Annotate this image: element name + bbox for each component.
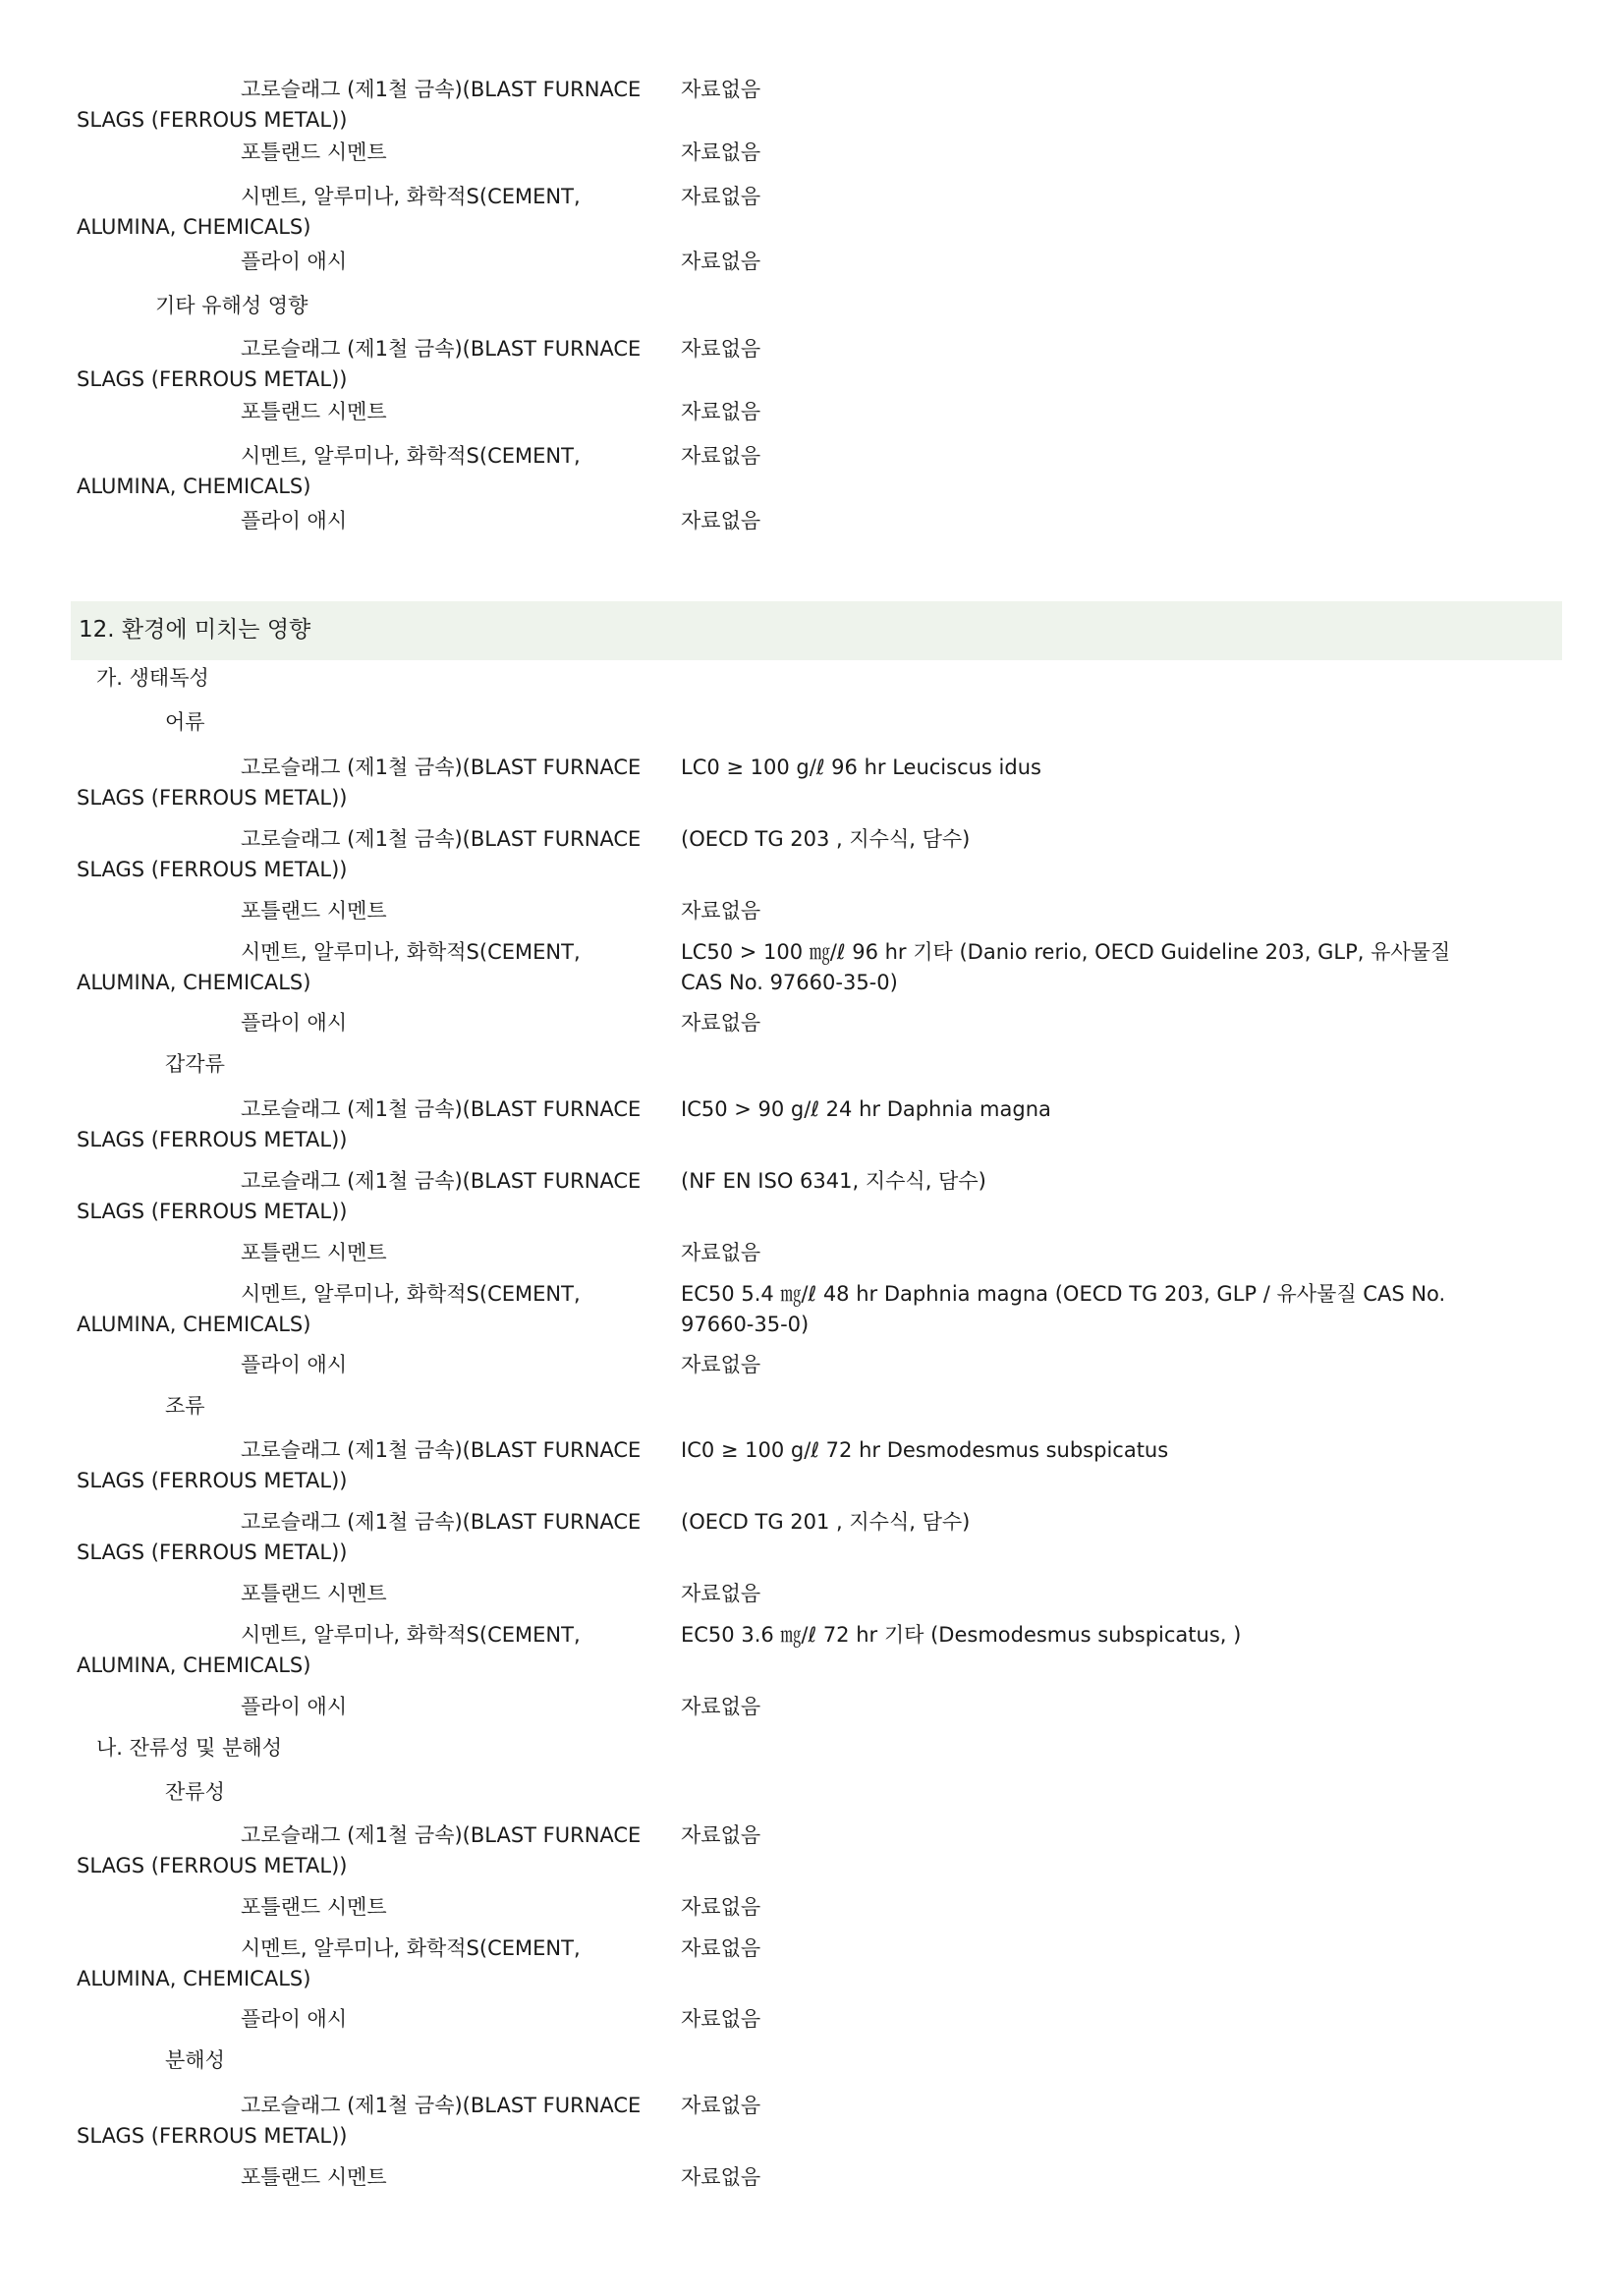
value-text: 자료없음 [681,250,761,273]
substance-name-cont: SLAGS (FERROUS METAL)) [77,2124,348,2148]
category-heading: 분해성 [165,2048,225,2072]
substance-name: 포틀랜드 시멘트 [241,140,387,164]
substance-name: 시멘트, 알루미나, 화학적S(CEMENT, [241,940,581,964]
substance-name: 포틀랜드 시멘트 [241,1241,387,1264]
substance-name: 플라이 애시 [241,509,348,532]
substance-name: 고로슬래그 (제1철 금속)(BLAST FURNACE [241,1823,642,1847]
substance-name: 고로슬래그 (제1철 금속)(BLAST FURNACE [241,1510,642,1534]
substance-name-cont: SLAGS (FERROUS METAL)) [77,1540,348,1564]
substance-name: 포틀랜드 시멘트 [241,1582,387,1605]
value-text: 자료없음 [681,400,761,423]
substance-name-cont: ALUMINA, CHEMICALS) [77,215,311,239]
value-text: 자료없음 [681,1895,761,1919]
substance-name: 시멘트, 알루미나, 화학적S(CEMENT, [241,444,581,468]
substance-name-cont: ALUMINA, CHEMICALS) [77,475,311,498]
value-text: 자료없음 [681,444,761,468]
substance-name: 포틀랜드 시멘트 [241,2165,387,2189]
subsection-heading: 가. 생태독성 [96,666,209,690]
value-text: 자료없음 [681,1823,761,1847]
value-text: LC0 ≥ 100 g/ℓ 96 hr Leuciscus idus [681,756,1041,779]
value-text: 자료없음 [681,2165,761,2189]
value-text: 자료없음 [681,337,761,361]
substance-name: 시멘트, 알루미나, 화학적S(CEMENT, [241,1282,581,1306]
subsection-heading: 나. 잔류성 및 분해성 [96,1736,282,1760]
category-heading: 갑각류 [165,1052,225,1076]
substance-name-cont: ALUMINA, CHEMICALS) [77,1967,311,1990]
substance-name: 고로슬래그 (제1철 금속)(BLAST FURNACE [241,756,642,779]
substance-name: 고로슬래그 (제1철 금속)(BLAST FURNACE [241,827,642,851]
value-text: EC50 5.4 ㎎/ℓ 48 hr Daphnia magna (OECD TG 203, GLP / 유사물질 CAS No. [681,1282,1446,1306]
substance-name-cont: SLAGS (FERROUS METAL)) [77,858,348,881]
value-text: (OECD TG 203 , 지수식, 담수) [681,827,971,851]
substance-name: 포틀랜드 시멘트 [241,1895,387,1919]
substance-name: 플라이 애시 [241,1695,348,1718]
value-text: 자료없음 [681,1695,761,1718]
substance-name-cont: SLAGS (FERROUS METAL)) [77,786,348,810]
substance-name: 시멘트, 알루미나, 화학적S(CEMENT, [241,1623,581,1647]
substance-name: 고로슬래그 (제1철 금속)(BLAST FURNACE [241,78,642,101]
value-text: 자료없음 [681,185,761,208]
substance-name-cont: ALUMINA, CHEMICALS) [77,1313,311,1336]
value-text: 자료없음 [681,899,761,923]
substance-name: 플라이 애시 [241,250,348,273]
substance-name-cont: SLAGS (FERROUS METAL)) [77,1128,348,1151]
value-text: 자료없음 [681,2094,761,2117]
substance-name: 시멘트, 알루미나, 화학적S(CEMENT, [241,185,581,208]
substance-name: 포틀랜드 시멘트 [241,899,387,923]
value-text: 자료없음 [681,1353,761,1376]
value-text: 자료없음 [681,78,761,101]
value-text: 자료없음 [681,140,761,164]
value-text-cont: CAS No. 97660-35-0) [681,971,898,994]
substance-name: 플라이 애시 [241,1011,348,1035]
substance-name-cont: SLAGS (FERROUS METAL)) [77,1469,348,1492]
value-text: EC50 3.6 ㎎/ℓ 72 hr 기타 (Desmodesmus subspicatus, ) [681,1623,1242,1647]
value-text: IC0 ≥ 100 g/ℓ 72 hr Desmodesmus subspicatus [681,1438,1169,1462]
subsection-heading: 기타 유해성 영향 [155,294,308,317]
substance-name: 시멘트, 알루미나, 화학적S(CEMENT, [241,1936,581,1960]
category-heading: 잔류성 [165,1780,225,1804]
value-text: 자료없음 [681,1241,761,1264]
value-text: IC50 > 90 g/ℓ 24 hr Daphnia magna [681,1097,1051,1121]
substance-name: 고로슬래그 (제1철 금속)(BLAST FURNACE [241,337,642,361]
value-text-cont: 97660-35-0) [681,1313,810,1336]
substance-name: 고로슬래그 (제1철 금속)(BLAST FURNACE [241,1438,642,1462]
substance-name: 고로슬래그 (제1철 금속)(BLAST FURNACE [241,2094,642,2117]
value-text: 자료없음 [681,1936,761,1960]
value-text: (OECD TG 201 , 지수식, 담수) [681,1510,971,1534]
substance-name: 플라이 애시 [241,2007,348,2031]
substance-name: 포틀랜드 시멘트 [241,400,387,423]
value-text: 자료없음 [681,1582,761,1605]
substance-name: 플라이 애시 [241,1353,348,1376]
category-heading: 조류 [165,1394,205,1418]
substance-name-cont: SLAGS (FERROUS METAL)) [77,367,348,391]
substance-name: 고로슬래그 (제1철 금속)(BLAST FURNACE [241,1097,642,1121]
substance-name-cont: ALUMINA, CHEMICALS) [77,1653,311,1677]
category-heading: 어류 [165,710,205,734]
substance-name-cont: SLAGS (FERROUS METAL)) [77,1200,348,1223]
value-text: 자료없음 [681,509,761,532]
value-text: (NF EN ISO 6341, 지수식, 담수) [681,1169,986,1193]
substance-name-cont: ALUMINA, CHEMICALS) [77,971,311,994]
substance-name-cont: SLAGS (FERROUS METAL)) [77,108,348,132]
value-text: LC50 > 100 ㎎/ℓ 96 hr 기타 (Danio rerio, OECD Guideline 203, GLP, 유사물질 [681,940,1451,964]
substance-name: 고로슬래그 (제1철 금속)(BLAST FURNACE [241,1169,642,1193]
value-text: 자료없음 [681,1011,761,1035]
value-text: 자료없음 [681,2007,761,2031]
substance-name-cont: SLAGS (FERROUS METAL)) [77,1854,348,1877]
section-title: 12. 환경에 미치는 영향 [79,617,311,643]
